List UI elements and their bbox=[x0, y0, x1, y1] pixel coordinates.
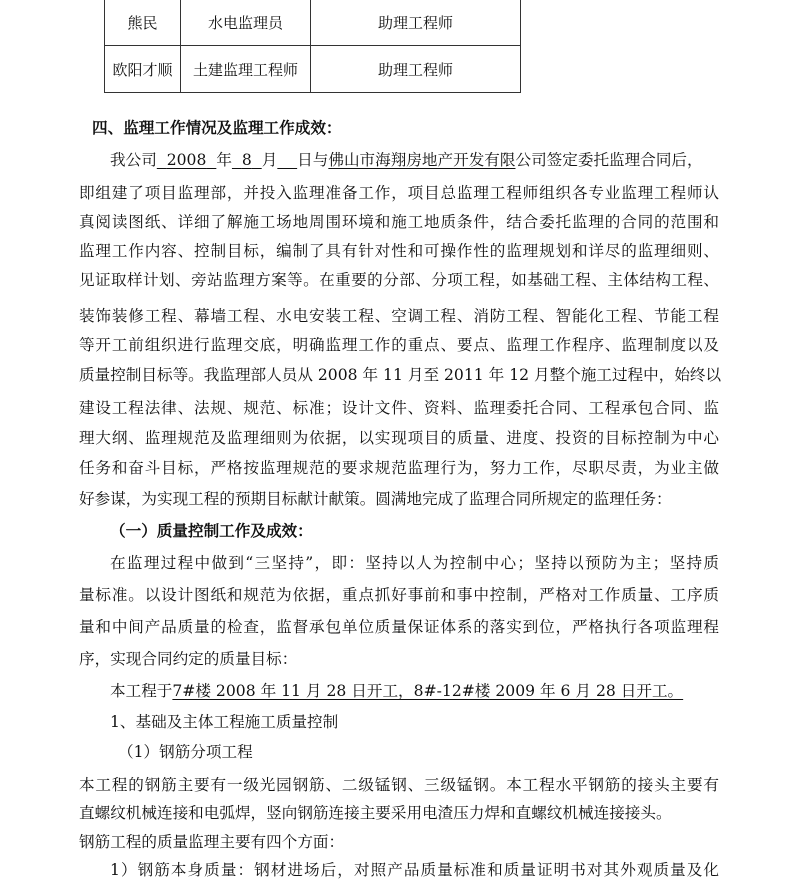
body-line: 建设工程法律、法规、规范、标准；设计文件、资料、监理委托合同、工程承包合同、监 bbox=[79, 399, 719, 417]
staff-role-cell: 水电监理员 bbox=[181, 0, 311, 46]
contract-month bbox=[232, 151, 262, 169]
start-date-text: 7#楼 2008 年 11 月 28 日开工，8#-12#楼 2009 年 6 月 28 日开工。 bbox=[172, 682, 684, 700]
body-line: 量和中间产品质量的检查，监督承包单位质量保证体系的落实到位，严格执行各项监理程 bbox=[79, 618, 719, 636]
staff-title-cell: 助理工程师 bbox=[311, 0, 521, 46]
body-line: 见证取样计划、旁站监理方案等。在重要的分部、分项工程，如基础工程、主体结构工程、 bbox=[79, 271, 719, 289]
staff-title-cell: 助理工程师 bbox=[311, 46, 521, 93]
body-line: 等开工前组织进行监理交底，明确监理工作的重点、要点、监理工作程序、监理制度以及 bbox=[79, 336, 719, 354]
body-line: 装饰装修工程、幕墙工程、水电安装工程、空调工程、消防工程、智能化工程、节能工程 bbox=[79, 307, 719, 325]
table-row bbox=[105, 0, 521, 46]
staff-table bbox=[104, 0, 521, 93]
start-date-prefix: 本工程于 bbox=[110, 682, 173, 700]
contract-month-value: 8 bbox=[241, 151, 252, 169]
body-line: 好参谋，为实现工程的预期目标献计献策。圆满地完成了监理合同所规定的监理任务： bbox=[79, 490, 672, 508]
subsection-heading: （一）质量控制工作及成效： bbox=[110, 521, 313, 540]
intro-line bbox=[110, 150, 710, 170]
body-line: 任务和奋斗目标，严格按监理规范的要求规范监理行为，努力工作，尽职尽责，为业主做 bbox=[79, 459, 719, 477]
intro-text: 我公司 bbox=[110, 151, 157, 169]
body-line: 监理工作内容、控制目标，编制了具有针对性和可操作性的监理规划和详尽的监理细则、 bbox=[79, 242, 719, 260]
staff-name-cell: 熊民 bbox=[105, 0, 181, 46]
table-row bbox=[105, 46, 521, 93]
body-line: 质量控制目标等。我监理部人员从 2008 年 11 月至 2011 年 12 月整个施工过程中，始终以 bbox=[79, 366, 722, 384]
body-line: 在监理过程中做到“三坚持”，即：坚持以人为控制中心；坚持以预防为主；坚持质 bbox=[110, 554, 719, 572]
contract-year-value: 2008 bbox=[166, 151, 207, 169]
intro-text: 公司签定委托监理合同后， bbox=[515, 151, 703, 169]
contract-day bbox=[277, 151, 297, 169]
intro-text: 月 bbox=[261, 151, 278, 169]
body-line: 本工程的钢筋主要有一级光园钢筋、二级锰钢、三级锰钢。本工程水平钢筋的接头主要有 bbox=[79, 776, 719, 794]
start-date-line bbox=[110, 681, 750, 701]
body-line: 1）钢筋本身质量：钢材进场后，对照产品质量标准和质量证明书对其外观质量及化 bbox=[110, 861, 719, 879]
client-company: 佛山市海翔房地产开发有限 bbox=[328, 151, 516, 169]
item-heading: 1、基础及主体工程施工质量控制 bbox=[110, 713, 339, 731]
body-line: 量标准。以设计图纸和规范为依据，重点抓好事前和事中控制，严格对工作质量、工序质 bbox=[79, 586, 719, 604]
body-line: 即组建了项目监理部，并投入监理准备工作，项目总监理工程师组织各专业监理工程师认 bbox=[79, 184, 719, 202]
staff-role-cell: 土建监理工程师 bbox=[181, 46, 311, 93]
sub-item-heading: （1）钢筋分项工程 bbox=[118, 743, 253, 761]
body-line: 直螺纹机械连接和电弧焊，竖向钢筋连接主要采用电渣压力焊和直螺纹机械连接接头。 bbox=[79, 804, 672, 822]
section-heading: 四、监理工作情况及监理工作成效： bbox=[92, 118, 342, 137]
intro-text: 年 bbox=[216, 151, 232, 169]
body-line: 序，实现合同约定的质量目标： bbox=[79, 650, 298, 668]
contract-year bbox=[157, 151, 217, 169]
body-line: 真阅读图纸、详细了解施工场地周围环境和施工地质条件，结合委托监理的合同的范围和 bbox=[79, 213, 719, 231]
body-line: 钢筋工程的质量监理主要有四个方面： bbox=[79, 833, 345, 851]
intro-text: 日与 bbox=[297, 151, 329, 169]
body-line: 理大纲、监理规范及监理细则为依据，以实现项目的质量、进度、投资的目标控制为中心 bbox=[79, 429, 719, 447]
staff-name-cell: 欧阳才顺 bbox=[105, 46, 181, 93]
